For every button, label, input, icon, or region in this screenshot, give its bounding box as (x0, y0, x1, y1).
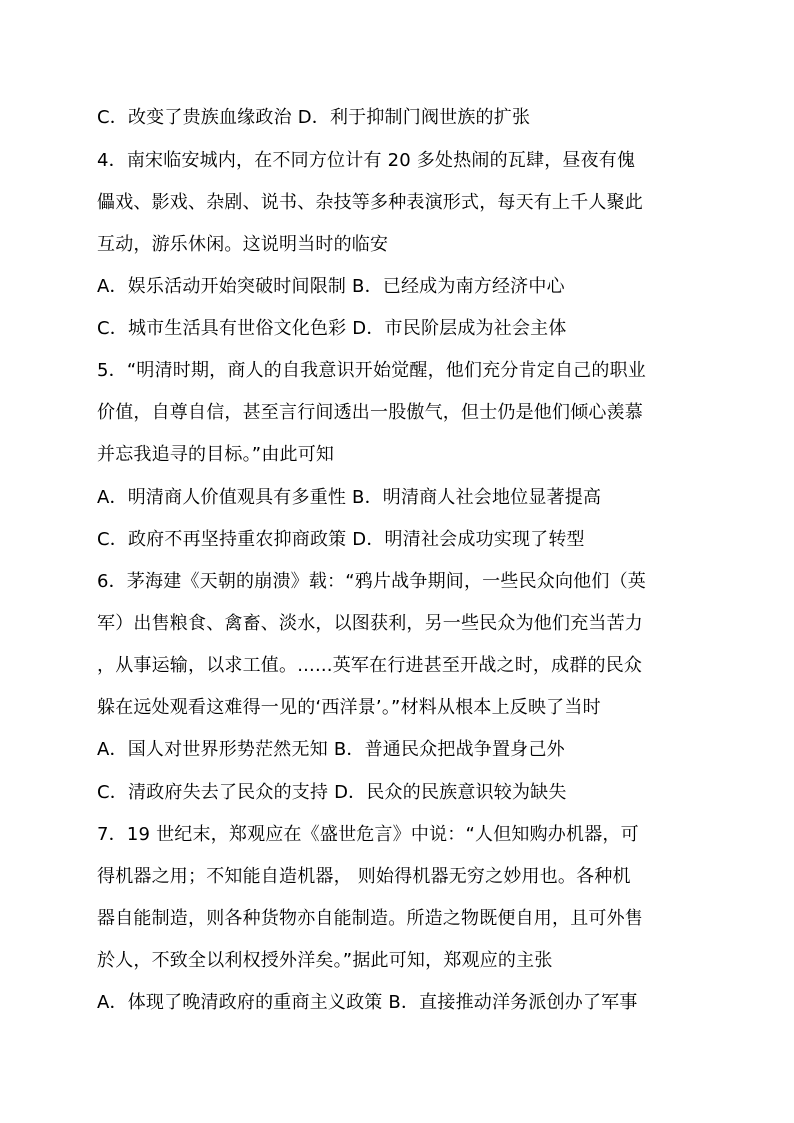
question-6-line-1: 6．茅海建《天朝的崩溃》载：“鸦片战争期间，一些民众向他们（英 (97, 571, 646, 592)
question-7-line-3: 器自能制造，则各种货物亦自能制造。所造之物既便自用，且可外售 (97, 908, 643, 929)
question-5-line-1: 5．“明清时期，商人的自我意识开始觉醒，他们充分肯定自己的职业 (97, 360, 646, 381)
option-line-4cd: C．城市生活具有世俗文化色彩 D．市民阶层成为社会主体 (97, 318, 567, 339)
question-4-line-3: 互动，游乐休闲。这说明当时的临安 (97, 234, 389, 255)
question-4-line-1: 4．南宋临安城内，在不同方位计有 20 多处热闹的瓦肆，昼夜有傀 (97, 150, 636, 171)
question-5-line-2: 价值，自尊自信，甚至言行间透出一股傲气，但士仍是他们倾心羡慕 (97, 402, 643, 423)
question-6-line-4: 躲在远处观看这难得一见的‘西洋景’。”材料从根本上反映了当时 (97, 697, 601, 718)
question-4-line-2: 儡戏、影戏、杂剧、说书、杂技等多种表演形式，每天有上千人聚此 (97, 192, 643, 213)
option-line-5cd: C．政府不再坚持重农抑商政策 D．明清社会成功实现了转型 (97, 529, 585, 550)
question-7-line-2: 得机器之用；不知能自造机器， 则始得机器无穷之妙用也。各种机 (97, 866, 631, 887)
option-line-5ab: A．明清商人价值观具有多重性 B．明清商人社会地位显著提高 (97, 487, 602, 508)
question-5-line-3: 并忘我追寻的目标。”由此可知 (97, 444, 335, 465)
question-6-line-3: ，从事运输，以求工值。......英军在行进甚至开战之时，成群的民众 (97, 655, 643, 676)
question-6-line-2: 军）出售粮食、禽畜、淡水，以图获利，另一些民众为他们充当苦力 (97, 613, 643, 634)
option-line-3cd: C．改变了贵族血缘政治 D．利于抑制门阀世族的扩张 (97, 107, 531, 128)
question-7-line-1: 7．19 世纪末，郑观应在《盛世危言》中说：“人但知购办机器，可 (97, 824, 639, 845)
option-line-4ab: A．娱乐活动开始突破时间限制 B．已经成为南方经济中心 (97, 276, 565, 297)
option-line-6ab: A．国人对世界形势茫然无知 B．普通民众把战争置身己外 (97, 739, 565, 760)
question-7-line-4: 於人，不致全以利权授外洋矣。”据此可知，郑观应的主张 (97, 950, 553, 971)
option-line-6cd: C．清政府失去了民众的支持 D．民众的民族意识较为缺失 (97, 782, 567, 803)
option-line-7ab: A．体现了晚清政府的重商主义政策 B．直接推动洋务派创办了军事 (97, 992, 638, 1013)
